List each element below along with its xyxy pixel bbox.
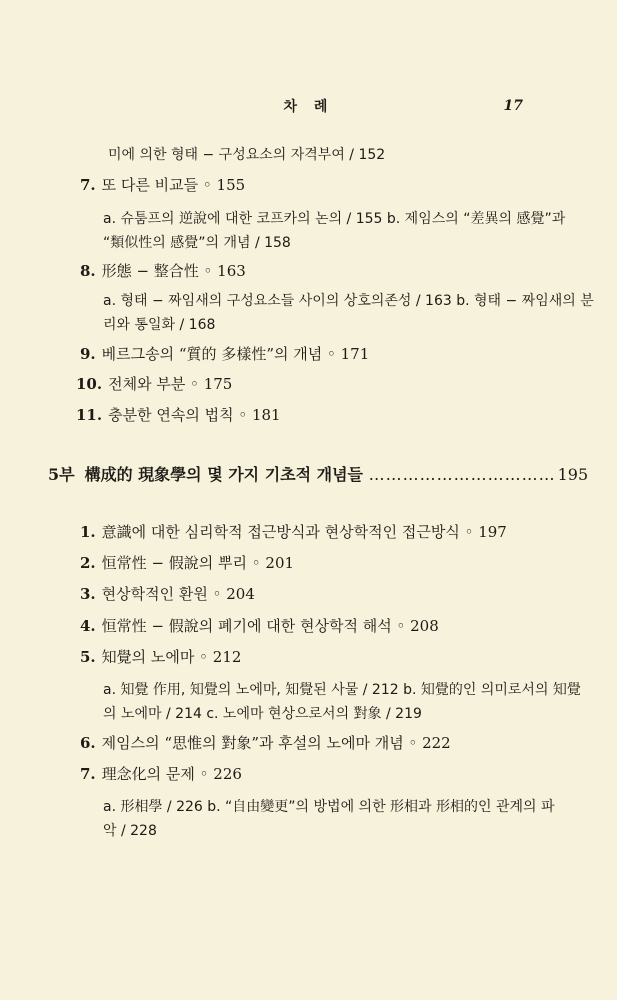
toc-subentry: a. 形相學 / 226 b. “自由變更”의 방법에 의한 形相과 形相的인 관계의 파 <box>103 799 555 815</box>
toc-subentry: 의 노에마 / 214 c. 노에마 현상으로서의 對象 / 219 <box>103 706 422 722</box>
page-number: 17 <box>503 98 523 114</box>
part-page-number: 195 <box>557 465 589 484</box>
toc-subentry: 악 / 228 <box>103 823 157 839</box>
toc-entry-8: 8. 形態 − 整合性 ◦ 163 <box>80 262 246 280</box>
toc-subentry: a. 슈툼프의 逆說에 대한 코프카의 논의 / 155 b. 제임스의 “差異의 感覺”과 <box>103 211 566 227</box>
toc-entry-1: 1. 意識에 대한 심리학적 접근방식과 현상학적인 접근방식 ◦ 197 <box>80 523 507 541</box>
toc-entry-4: 4. 恒常性 − 假說의 폐기에 대한 현상학적 해석 ◦ 208 <box>80 617 439 635</box>
toc-entry-10: 10. 전체와 부분 ◦ 175 <box>76 375 233 393</box>
toc-entry-3: 3. 현상학적인 환원 ◦ 204 <box>80 585 255 603</box>
toc-entry-6: 6. 제임스의 “思惟의 對象”과 후설의 노에마 개념 ◦ 222 <box>80 734 451 752</box>
toc-subentry: “類似性의 感覺”의 개념 / 158 <box>103 235 291 251</box>
toc-entry-5: 5. 知覺의 노에마 ◦ 212 <box>80 648 242 666</box>
toc-subentry: 미에 의한 형태 − 구성요소의 자격부여 / 152 <box>108 147 386 163</box>
toc-subentry: a. 知覺 作用, 知覺의 노에마, 知覺된 사물 / 212 b. 知覺的인 의미로서의 知覺 <box>103 682 581 698</box>
toc-entry-9: 9. 베르그송의 “質的 多樣性”의 개념 ◦ 171 <box>80 345 370 363</box>
toc-entry-2: 2. 恒常性 − 假說의 뿌리 ◦ 201 <box>80 554 295 572</box>
toc-entry-11: 11. 충분한 연속의 법칙 ◦ 181 <box>76 406 281 424</box>
running-title: 차 례 <box>283 99 334 115</box>
toc-entry-7: 7. 또 다른 비교들 ◦ 155 <box>80 176 246 194</box>
toc-subentry: 리와 통일화 / 168 <box>103 317 216 333</box>
toc-subentry: a. 형태 − 짜임새의 구성요소들 사이의 상호의존성 / 163 b. 형태 − 짜임새의 분 <box>103 293 594 309</box>
toc-entry-7b: 7. 理念化의 문제 ◦ 226 <box>80 765 242 783</box>
part-title: 構成的 現象學의 몇 가지 기초적 개념들 <box>84 465 364 484</box>
part-label: 5부 <box>48 465 75 484</box>
leader-dots: …………………………… <box>368 465 556 484</box>
part-heading <box>48 462 589 485</box>
